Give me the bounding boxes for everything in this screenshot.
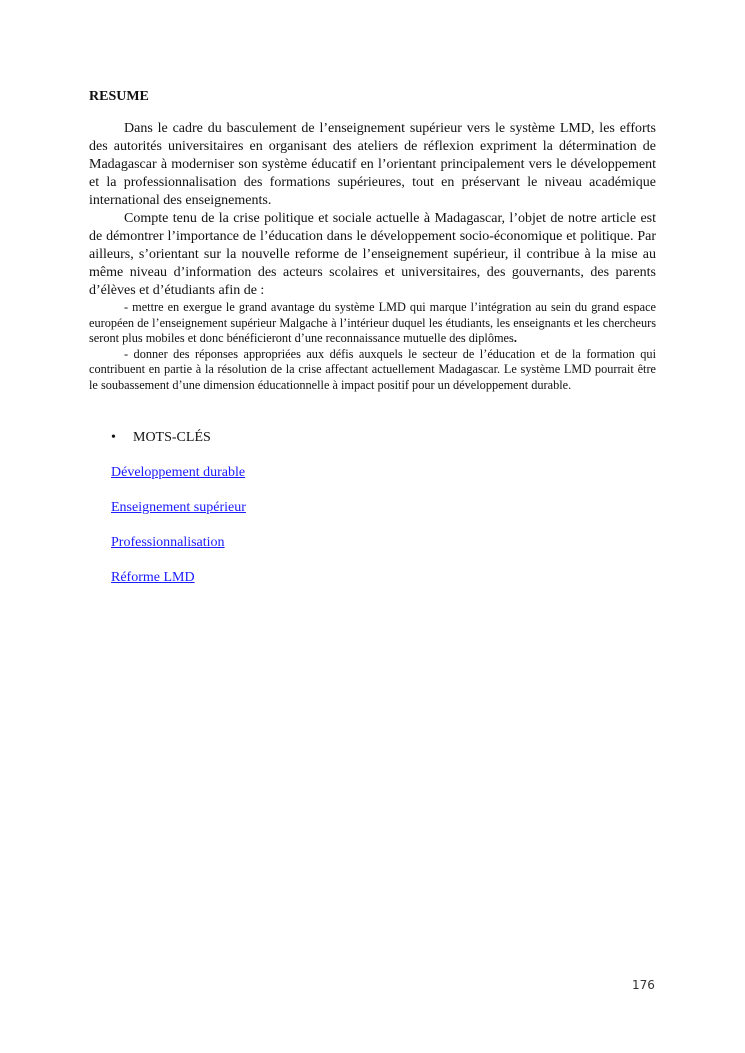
keyword-link-professionnalisation[interactable]: Professionnalisation (111, 535, 225, 550)
page-number: 176 (632, 978, 655, 992)
abstract-section (89, 88, 656, 604)
abstract-paragraph-2: Compte tenu de la crise politique et sociale actuelle à Madagascar, l’objet de notre article est de démontrer l’importance de l’éducation dans le développement socio-économique et politique. Par ailleurs, s’orientant sur la nouvelle reforme de l’enseignement supérieur, il contribue à la mise au même niveau d’information des acteurs scolaires et universitaires, des gouvernants, des parents d’élèves et d’étudiants afin de : (89, 211, 656, 298)
bullet-icon: • (111, 430, 116, 445)
keyword-link-reforme-lmd[interactable]: Réforme LMD (111, 570, 195, 585)
keyword-link-developpement-durable[interactable]: Développement durable (111, 465, 246, 480)
abstract-paragraph-1: Dans le cadre du basculement de l’enseignement supérieur vers le système LMD, les efforts des autorités universitaires en organisant des ateliers de réflexion expriment la détermination de Madagascar à moderniser son système éducatif en l’orientant principalement vers le développement et la professionnalisation des formations supérieures, tout en préservant le niveau académique international des enseignements. (89, 121, 656, 208)
keywords-heading (111, 429, 656, 447)
keywords-heading-label: MOTS-CLÉS (133, 430, 211, 445)
objective-item-1-period: . (513, 331, 517, 345)
keywords-section (89, 429, 656, 587)
keyword-link-enseignement-superieur[interactable]: Enseignement supérieur (111, 500, 246, 515)
objective-item-2: - donner des réponses appropriées aux défis auxquels le secteur de l’éducation et de la formation qui contribuent en partie à la résolution de la crise affectant actuellement Madagascar. Le système LMD pourrait être le soubassement d’une dimension éducationnelle à impact positif pour un développement durable. (89, 346, 656, 392)
section-title: RESUME (89, 89, 149, 104)
objective-item-1 (89, 300, 656, 347)
objective-item-1-text: - mettre en exergue le grand avantage du système LMD qui marque l’intégration au sein du grand espace européen de l’enseignement supérieur Malgache à l’intérieur duquel les étudiants, les enseignants et les chercheurs seront plus mobiles et donc bénéficieront d’une reconnaissance mutuelle des diplômes (89, 300, 656, 345)
